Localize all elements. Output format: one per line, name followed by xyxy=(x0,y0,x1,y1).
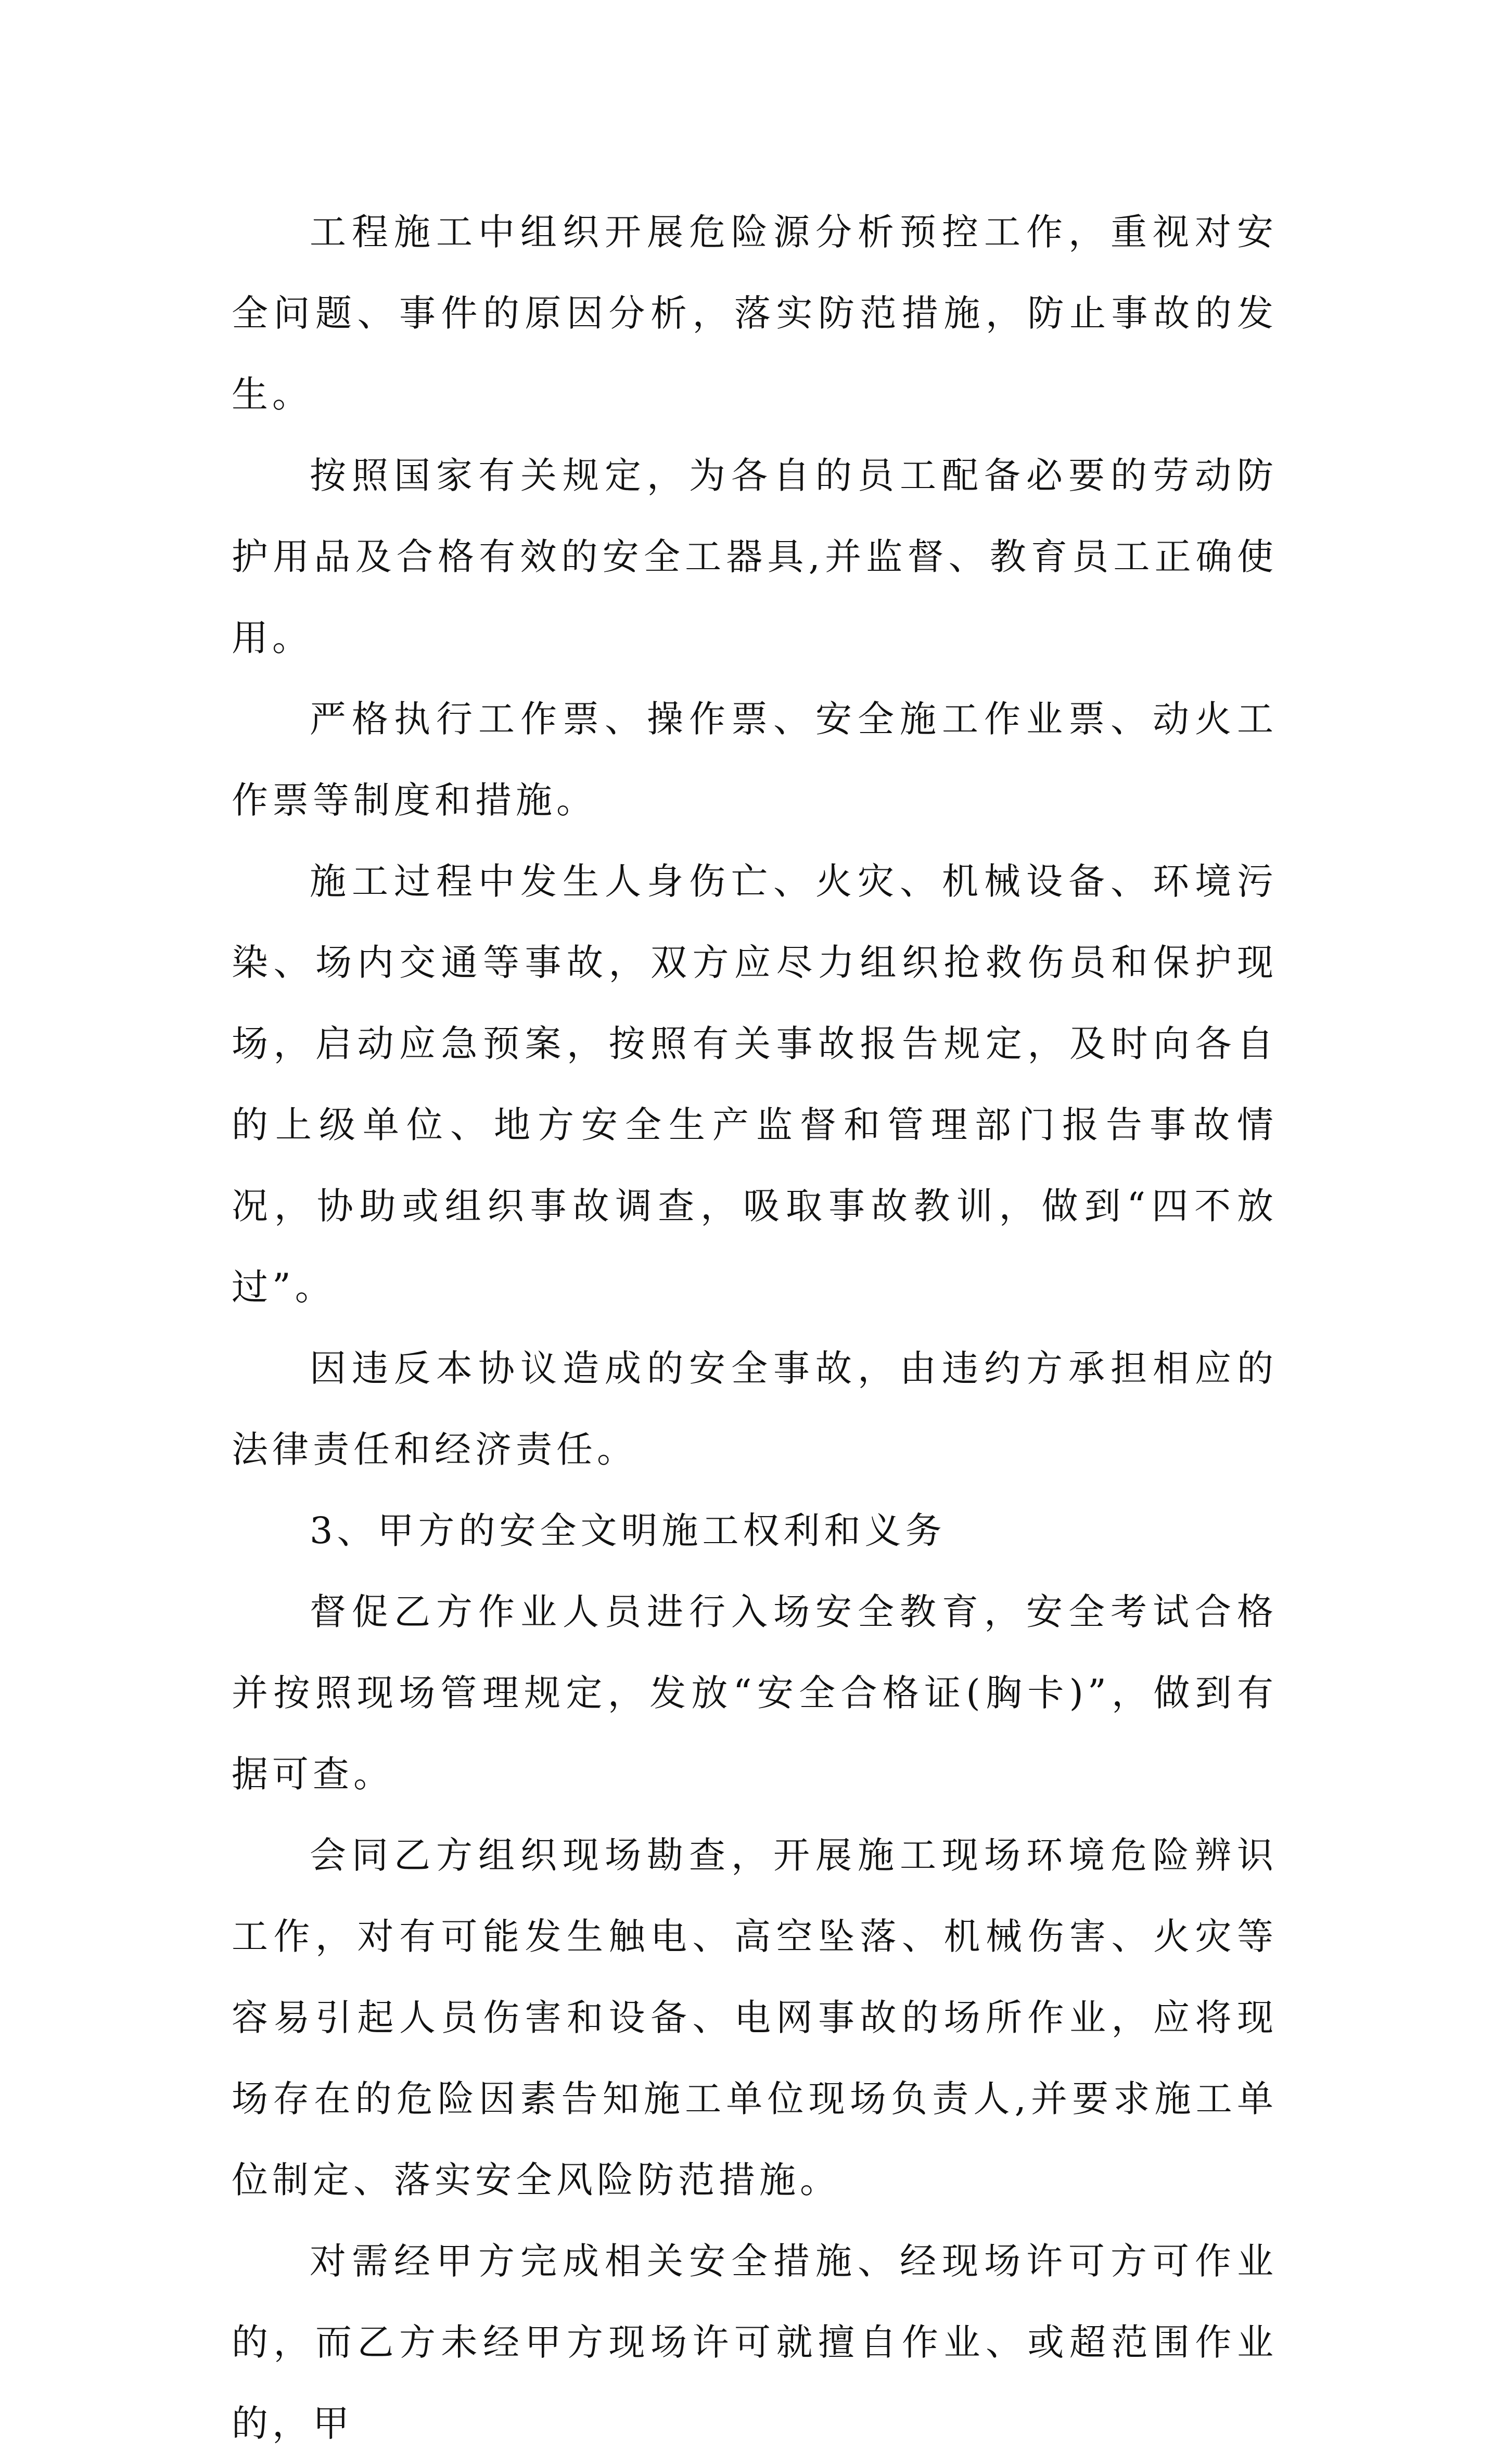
document-body xyxy=(232,191,1278,2464)
section-heading-party-a-rights: 3、甲方的安全文明施工权利和义务 xyxy=(310,1509,946,1552)
paragraph-hazard-analysis: 工程施工中组织开展危险源分析预控工作，重视对安全问题、事件的原因分析，落实防范措施，防止事故的发生。 xyxy=(232,211,1278,416)
paragraph-site-survey: 会同乙方组织现场勘查，开展施工现场环境危险辨识工作，对有可能发生触电、高空坠落、机械伤害、火灾等容易引起人员伤害和设备、电网事故的场所作业，应将现场存在的危险因素告知施工单位现场负责人,并要求施工单位制定、落实安全风险防范措施。 xyxy=(232,1834,1278,2201)
paragraph-work-tickets: 严格执行工作票、操作票、安全施工作业票、动火工作票等制度和措施。 xyxy=(232,698,1278,822)
paragraph-permit-requirement: 对需经甲方完成相关安全措施、经现场许可方可作业的，而乙方未经甲方现场许可就擅自作业、或超范围作业的，甲 xyxy=(232,2240,1278,2445)
paragraph-protective-equipment: 按照国家有关规定，为各自的员工配备必要的劳动防护用品及合格有效的安全工器具,并监督、教育员工正确使用。 xyxy=(232,454,1278,659)
paragraph-safety-education: 督促乙方作业人员进行入场安全教育，安全考试合格并按照现场管理规定，发放“安全合格证(胸卡)”，做到有据可查。 xyxy=(232,1590,1278,1795)
paragraph-accident-response: 施工过程中发生人身伤亡、火灾、机械设备、环境污染、场内交通等事故，双方应尽力组织抢救伤员和保护现场，启动应急预案，按照有关事故报告规定，及时向各自的上级单位、地方安全生产监督和管理部门报告事故情况，协助或组织事故调查，吸取事故教训，做到“四不放过”。 xyxy=(232,860,1278,1308)
paragraph-liability: 因违反本协议造成的安全事故，由违约方承担相应的法律责任和经济责任。 xyxy=(232,1347,1278,1471)
